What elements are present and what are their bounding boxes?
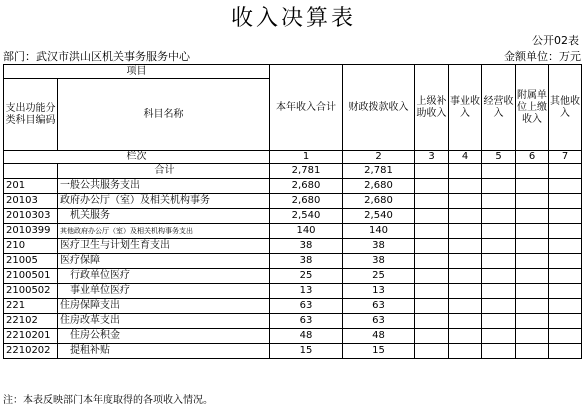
affiliated-income-cell <box>516 254 549 269</box>
superior-subsidy-cell <box>415 239 449 254</box>
total-income-cell: 63 <box>270 314 343 329</box>
income-table <box>3 64 582 359</box>
affiliated-income-cell <box>516 164 549 179</box>
business-income-cell <box>449 329 482 344</box>
table-row <box>4 329 582 344</box>
subject-name-cell: 机关服务 <box>58 209 270 224</box>
sequence-row <box>4 151 582 164</box>
business-income-cell <box>449 194 482 209</box>
subject-code-cell: 210 <box>4 239 58 254</box>
business-income-cell <box>449 344 482 359</box>
subject-code-cell: 2210202 <box>4 344 58 359</box>
fiscal-allocation-cell: 38 <box>343 239 415 254</box>
table-row <box>4 284 582 299</box>
business-income-cell <box>449 179 482 194</box>
superior-subsidy-cell <box>415 164 449 179</box>
business-income-cell <box>449 284 482 299</box>
affiliated-income-cell <box>516 269 549 284</box>
table-body <box>4 65 582 359</box>
fiscal-allocation-cell: 63 <box>343 314 415 329</box>
affiliated-income-cell <box>516 224 549 239</box>
business-income-cell <box>449 164 482 179</box>
operating-income-cell <box>482 164 516 179</box>
subject-code-cell: 2100502 <box>4 284 58 299</box>
operating-income-cell <box>482 329 516 344</box>
subject-code-cell: 2010303 <box>4 209 58 224</box>
table-row <box>4 299 582 314</box>
total-income-cell: 2,781 <box>270 164 343 179</box>
superior-subsidy-cell <box>415 299 449 314</box>
table-row <box>4 344 582 359</box>
sequence-number: 7 <box>549 151 582 164</box>
operating-income-cell <box>482 299 516 314</box>
sequence-number: 1 <box>270 151 343 164</box>
other-income-cell <box>549 209 582 224</box>
business-income-cell <box>449 239 482 254</box>
subject-name-cell: 住房公积金 <box>58 329 270 344</box>
department-label: 部门：武汉市洪山区机关事务服务中心 <box>3 50 190 63</box>
subject-name-cell: 一般公共服务支出 <box>58 179 270 194</box>
other-income-cell <box>549 344 582 359</box>
amount-unit-label: 金额单位：万元 <box>504 50 581 63</box>
header-row-top <box>4 65 582 79</box>
sequence-number: 2 <box>343 151 415 164</box>
superior-subsidy-cell <box>415 194 449 209</box>
subject-name-cell: 事业单位医疗 <box>58 284 270 299</box>
table-row <box>4 224 582 239</box>
fiscal-allocation-cell: 2,680 <box>343 194 415 209</box>
project-header: 项目 <box>4 65 270 79</box>
fiscal-allocation-cell: 2,680 <box>343 179 415 194</box>
affiliated-income-cell <box>516 209 549 224</box>
form-number: 公开02表 <box>532 34 579 47</box>
total-income-cell: 15 <box>270 344 343 359</box>
total-income-cell: 2,540 <box>270 209 343 224</box>
fiscal-allocation-cell: 48 <box>343 329 415 344</box>
business-income-cell <box>449 254 482 269</box>
other-income-cell <box>549 269 582 284</box>
subject-code-cell: 2010399 <box>4 224 58 239</box>
table-row <box>4 209 582 224</box>
fiscal-allocation-cell: 2,781 <box>343 164 415 179</box>
superior-subsidy-header: 上级补助收入 <box>415 65 449 151</box>
other-income-cell <box>549 164 582 179</box>
subject-code-cell: 2100501 <box>4 269 58 284</box>
table-row <box>4 269 582 284</box>
other-income-cell <box>549 179 582 194</box>
table-row <box>4 179 582 194</box>
total-income-cell: 25 <box>270 269 343 284</box>
business-income-header: 事业收入 <box>449 65 482 151</box>
fiscal-allocation-cell: 38 <box>343 254 415 269</box>
footnote: 注：本表反映部门本年度取得的各项收入情况。 <box>3 395 213 406</box>
total-income-cell: 13 <box>270 284 343 299</box>
page-title: 收入决算表 <box>230 6 356 31</box>
sequence-label: 栏次 <box>4 151 270 164</box>
subject-code-cell <box>4 164 58 179</box>
affiliated-income-cell <box>516 194 549 209</box>
fiscal-allocation-cell: 2,540 <box>343 209 415 224</box>
affiliated-income-cell <box>516 314 549 329</box>
other-income-cell <box>549 224 582 239</box>
table-row <box>4 194 582 209</box>
superior-subsidy-cell <box>415 284 449 299</box>
total-income-cell: 38 <box>270 239 343 254</box>
superior-subsidy-cell <box>415 254 449 269</box>
affiliated-income-cell <box>516 284 549 299</box>
subject-name-cell: 政府办公厅（室）及相关机构事务 <box>58 194 270 209</box>
business-income-cell <box>449 224 482 239</box>
total-income-cell: 63 <box>270 299 343 314</box>
operating-income-cell <box>482 269 516 284</box>
superior-subsidy-cell <box>415 314 449 329</box>
fiscal-allocation-cell: 13 <box>343 284 415 299</box>
affiliated-income-header: 附属单位上缴收入 <box>516 65 549 151</box>
sequence-number: 6 <box>516 151 549 164</box>
superior-subsidy-cell <box>415 224 449 239</box>
operating-income-cell <box>482 179 516 194</box>
operating-income-header: 经营收入 <box>482 65 516 151</box>
fiscal-allocation-cell: 63 <box>343 299 415 314</box>
total-income-cell: 140 <box>270 224 343 239</box>
affiliated-income-cell <box>516 299 549 314</box>
total-income-cell: 2,680 <box>270 179 343 194</box>
affiliated-income-cell <box>516 239 549 254</box>
other-income-cell <box>549 284 582 299</box>
table-row <box>4 254 582 269</box>
subject-code-cell: 201 <box>4 179 58 194</box>
table-row <box>4 164 582 179</box>
affiliated-income-cell <box>516 179 549 194</box>
subject-name-header: 科目名称 <box>58 79 270 151</box>
subject-name-cell: 其他政府办公厅（室）及相关机构事务支出 <box>58 224 270 239</box>
subject-name-cell: 提租补贴 <box>58 344 270 359</box>
subject-code-cell: 22102 <box>4 314 58 329</box>
other-income-cell <box>549 239 582 254</box>
sequence-number: 3 <box>415 151 449 164</box>
subject-code-cell: 221 <box>4 299 58 314</box>
operating-income-cell <box>482 239 516 254</box>
operating-income-cell <box>482 284 516 299</box>
fiscal-allocation-cell: 140 <box>343 224 415 239</box>
subject-name-cell: 住房改革支出 <box>58 314 270 329</box>
business-income-cell <box>449 299 482 314</box>
other-income-cell <box>549 194 582 209</box>
fiscal-allocation-header: 财政拨款收入 <box>343 65 415 151</box>
sequence-number: 5 <box>482 151 516 164</box>
operating-income-cell <box>482 194 516 209</box>
other-income-cell <box>549 254 582 269</box>
business-income-cell <box>449 314 482 329</box>
operating-income-cell <box>482 344 516 359</box>
other-income-cell <box>549 329 582 344</box>
business-income-cell <box>449 209 482 224</box>
table-row <box>4 239 582 254</box>
superior-subsidy-cell <box>415 269 449 284</box>
operating-income-cell <box>482 254 516 269</box>
subject-code-cell: 2210201 <box>4 329 58 344</box>
total-income-header: 本年收入合计 <box>270 65 343 151</box>
fiscal-allocation-cell: 15 <box>343 344 415 359</box>
subject-code-cell: 20103 <box>4 194 58 209</box>
total-income-cell: 2,680 <box>270 194 343 209</box>
subject-name-cell: 合计 <box>58 164 270 179</box>
subject-name-cell: 医疗保障 <box>58 254 270 269</box>
function-code-header: 支出功能分类科目编码 <box>4 79 58 151</box>
subject-name-cell: 行政单位医疗 <box>58 269 270 284</box>
business-income-cell <box>449 269 482 284</box>
subject-name-cell: 医疗卫生与计划生育支出 <box>58 239 270 254</box>
other-income-cell <box>549 299 582 314</box>
superior-subsidy-cell <box>415 209 449 224</box>
fiscal-allocation-cell: 25 <box>343 269 415 284</box>
subject-name-cell: 住房保障支出 <box>58 299 270 314</box>
affiliated-income-cell <box>516 344 549 359</box>
total-income-cell: 48 <box>270 329 343 344</box>
total-income-cell: 38 <box>270 254 343 269</box>
subject-code-cell: 21005 <box>4 254 58 269</box>
other-income-cell <box>549 314 582 329</box>
affiliated-income-cell <box>516 329 549 344</box>
superior-subsidy-cell <box>415 179 449 194</box>
operating-income-cell <box>482 314 516 329</box>
superior-subsidy-cell <box>415 329 449 344</box>
other-income-header: 其他收入 <box>549 65 582 151</box>
sequence-number: 4 <box>449 151 482 164</box>
superior-subsidy-cell <box>415 344 449 359</box>
table-row <box>4 314 582 329</box>
operating-income-cell <box>482 209 516 224</box>
operating-income-cell <box>482 224 516 239</box>
